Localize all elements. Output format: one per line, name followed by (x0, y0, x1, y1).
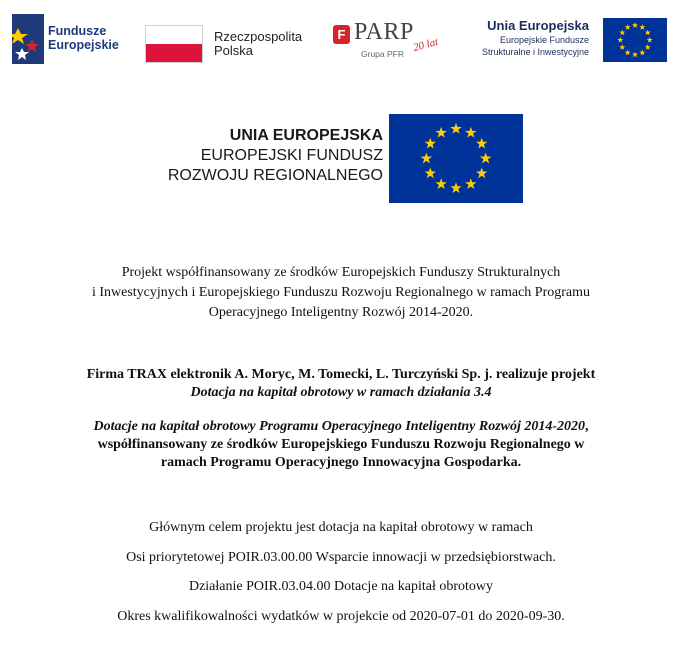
detail-eligibility-period: Okres kwalifikowalności wydatków w projekcie od 2020-07-01 do 2020-09-30. (117, 608, 565, 624)
rzeczpospolita-polska-text (214, 30, 302, 58)
unia-europejska-efsi-logo (463, 16, 673, 66)
eu-flag-icon (603, 18, 667, 62)
fe-line1: Fundusze (48, 24, 107, 38)
project-line-1: Firma TRAX elektronik A. Moryc, M. Tomecki, L. Turczyński Sp. j. realizuje projekt (86, 367, 596, 382)
intro-paragraph (20, 263, 662, 323)
fundusze-europejskie-icon (12, 14, 44, 64)
eu-flag-large-icon (389, 114, 523, 203)
project-paragraph (20, 366, 662, 402)
parp-group: Grupa PFR (361, 49, 404, 59)
ue-efsi-text (482, 18, 589, 58)
ue-efrr-sub1: EUROPEJSKI FUNDUSZ (200, 147, 383, 164)
detail-priority-axis: Osi priorytetowej POIR.03.00.00 Wsparcie innowacji w przedsiębiorstwach. (126, 549, 556, 565)
fundusze-europejskie-text (48, 24, 119, 52)
ue-efsi-sub1: Europejskie Fundusze (499, 35, 589, 45)
unia-europejska-efrr-logo (150, 114, 540, 204)
intro-line-1: Projekt współfinansowany ze środków Europejskich Funduszy Strukturalnych (121, 265, 561, 280)
rp-line2: Polska (214, 43, 254, 58)
program-paragraph (20, 418, 662, 472)
detail-measure: Działanie POIR.03.04.00 Dotacje na kapitał obrotowy (188, 579, 494, 594)
ue-efrr-sub2: ROZWOJU REGIONALNEGO (167, 167, 383, 184)
program-title-comma: , (585, 419, 589, 434)
ue-efrr-title: UNIA EUROPEJSKA (229, 127, 383, 144)
polish-flag-icon (145, 25, 203, 63)
logo-bar (0, 0, 682, 78)
ue-efsi-sub2: Strukturalne i Inwestycyjne (481, 47, 589, 57)
parp-icon: F (333, 25, 350, 44)
project-title: Dotacja na kapitał obrotowy w ramach działania 3.4 (190, 385, 492, 400)
intro-line-2: i Inwestycyjnych i Europejskiego Funduszu Rozwoju Regionalnego w ramach Programu (91, 285, 591, 300)
program-title: Dotacje na kapitał obrotowy Programu Operacyjnego Inteligentny Rozwój 2014-2020 (93, 419, 586, 434)
fundusze-europejskie-logo (12, 14, 130, 64)
parp-name: PARP (354, 19, 414, 45)
rzeczpospolita-polska-logo (145, 25, 320, 65)
detail-goal: Głównym celem projektu jest dotacja na kapitał obrotowy w ramach (149, 520, 533, 535)
program-line-2: współfinansowany ze środków Europejskiego Funduszu Rozwoju Regionalnego w (97, 437, 585, 452)
program-line-3: ramach Programu Operacyjnego Innowacyjna Gospodarka. (160, 455, 522, 470)
intro-line-3: Operacyjnego Inteligentny Rozwój 2014-2020. (208, 305, 474, 320)
fe-line2: Europejskie (48, 38, 119, 52)
rp-line1: Rzeczpospolita (214, 29, 303, 44)
ue-efsi-title: Unia Europejska (487, 18, 589, 33)
parp-logo (333, 19, 443, 68)
program-line-1 (20, 418, 662, 436)
ue-efrr-text (168, 126, 383, 186)
details-list (20, 518, 662, 636)
parp-anniversary: 20 lat (411, 35, 440, 55)
